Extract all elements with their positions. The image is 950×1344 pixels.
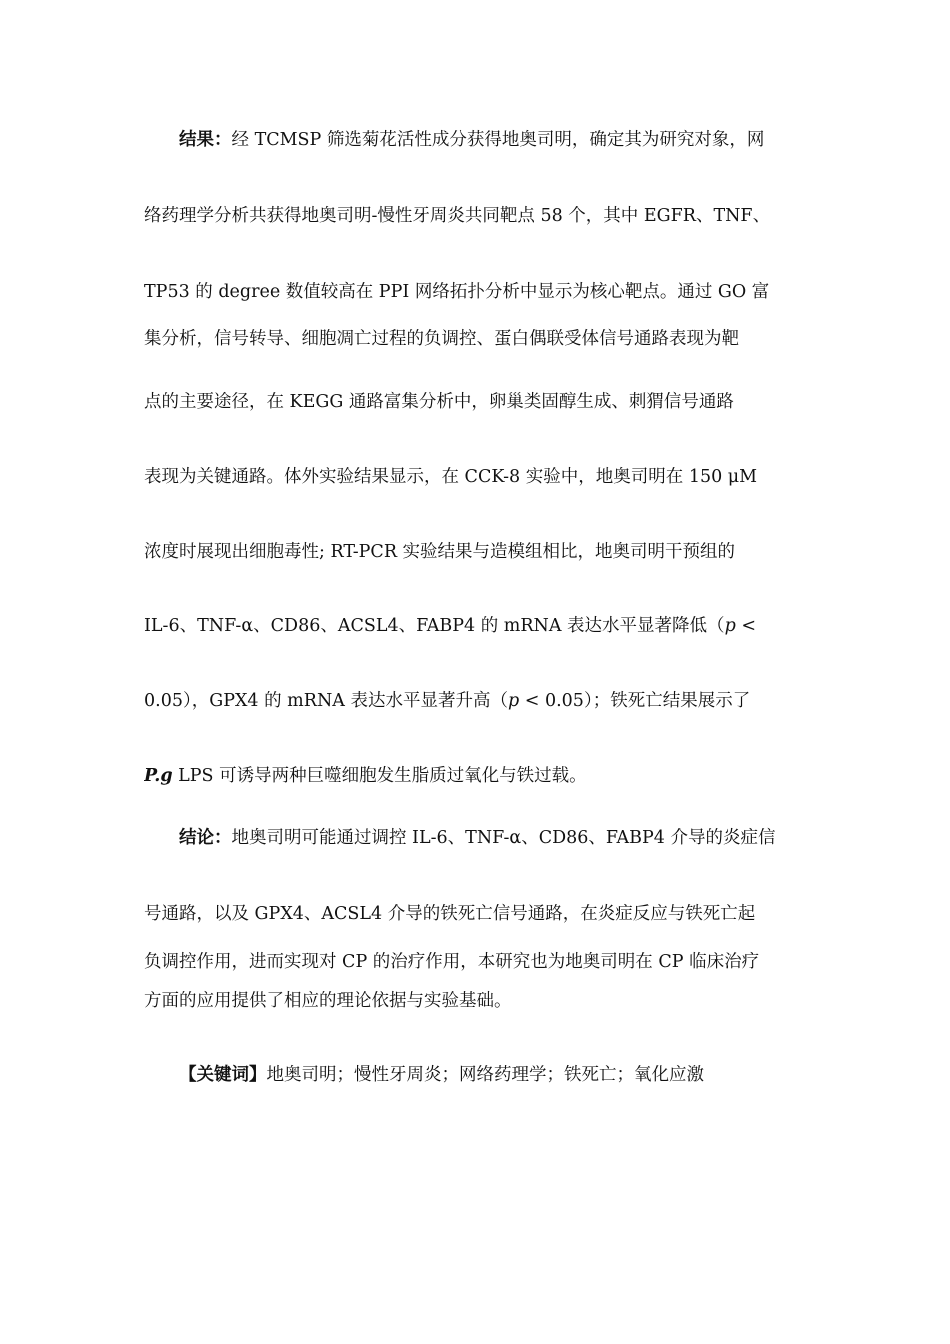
conclusion-line-2: 号通路，以及 GPX4、ACSL4 介导的铁死亡信号通路，在炎症反应与铁死亡起 [144,904,756,924]
p-value-symbol: p [507,691,520,711]
results-line-3: TP53 的 degree 数值较高在 PPI 网络拓扑分析中显示为核心靶点。通过 GO 富 [144,282,770,302]
results-line-9-text: 0.05），GPX4 的 mRNA 表达水平显著升高（ [144,691,508,711]
results-text: 经 TCMSP 筛选菊花活性成分获得地奥司明，确定其为研究对象，网 [231,130,765,150]
results-line-4: 集分析，信号转导、细胞凋亡过程的负调控、蛋白偶联受体信号通路表现为靶 [144,329,739,349]
results-line-10 [144,764,806,788]
p-value-symbol: p [724,616,736,636]
conclusion-line-1 [179,826,806,850]
results-line-2: 络药理学分析共获得地奥司明-慢性牙周炎共同靶点 58 个，其中 EGFR、TNF、 [144,206,771,226]
conclusion-label: 结论： [179,828,232,848]
results-line-10-text: LPS 可诱导两种巨噬细胞发生脂质过氧化与铁过载。 [172,766,587,786]
conclusion-line-3: 负调控作用，进而实现对 CP 的治疗作用，本研究也为地奥司明在 CP 临床治疗 [144,952,760,972]
results-line-8-text: IL-6、TNF-α、CD86、ACSL4、FABP4 的 mRNA 表达水平显著降低（ [144,616,725,636]
keywords-text: 地奥司明；慢性牙周炎；网络药理学；铁死亡；氧化应激 [266,1065,704,1085]
results-line-8 [144,614,806,638]
keywords-label: 【关键词】 [179,1065,267,1085]
pg-abbreviation: P.g [144,766,173,786]
results-line-1 [179,128,806,152]
results-line-7: 浓度时展现出细胞毒性; RT-PCR 实验结果与造模组相比，地奥司明干预组的 [144,542,736,562]
results-line-9 [144,689,806,713]
conclusion-text: 地奥司明可能通过调控 IL-6、TNF-α、CD86、FABP4 介导的炎症信 [231,828,776,848]
results-label: 结果： [179,130,232,150]
results-line-9-tail: < 0.05）；铁死亡结果展示了 [519,691,751,711]
results-line-8-tail: < [735,616,756,636]
conclusion-line-4: 方面的应用提供了相应的理论依据与实验基础。 [144,991,512,1011]
results-line-6: 表现为关键通路。体外实验结果显示，在 CCK-8 实验中，地奥司明在 150 μM [144,467,758,487]
keywords-line [179,1063,806,1087]
results-line-5: 点的主要途径，在 KEGG 通路富集分析中，卵巢类固醇生成、刺猬信号通路 [144,392,734,412]
